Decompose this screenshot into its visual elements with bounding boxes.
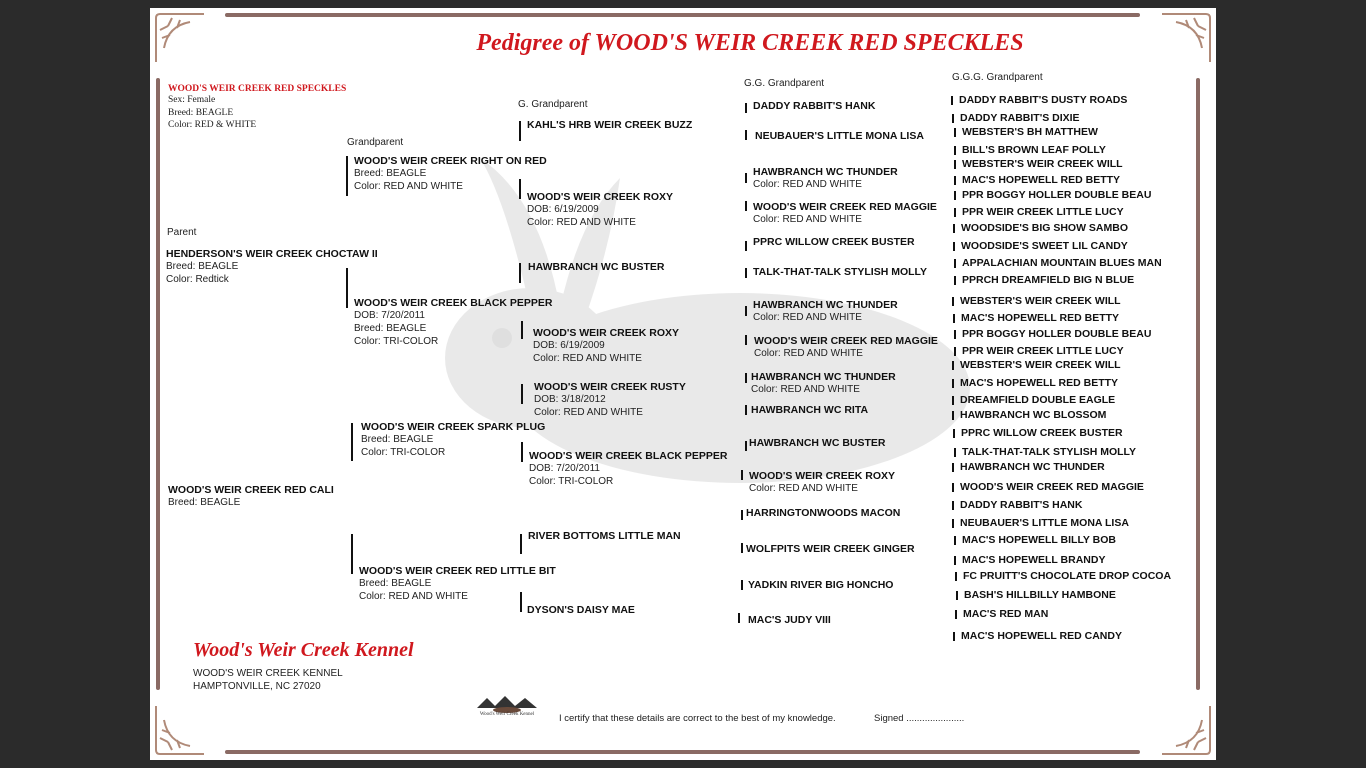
connector [953,632,955,641]
ggg-grandparent-name: MAC'S HOPEWELL BILLY BOB [962,534,1116,546]
connector [955,572,957,581]
gg-grandparent-name: WOLFPITS WEIR CREEK GINGER [746,543,915,555]
gg-grandparent-detail: Color: RED AND WHITE [754,348,863,359]
corner-ornament-icon [150,700,210,760]
connector [952,411,954,420]
connector [521,384,523,404]
connector [745,241,747,251]
ggg-grandparent-name: APPALACHIAN MOUNTAIN BLUES MAN [962,257,1162,269]
grandparent-name: WOOD'S WEIR CREEK RIGHT ON RED [354,155,547,167]
connector [954,128,956,137]
connector [954,160,956,169]
ggg-grandparent-name: TALK-THAT-TALK STYLISH MOLLY [962,446,1137,458]
connector [346,156,348,196]
page-title: Pedigree of WOOD'S WEIR CREEK RED SPECKLES [476,30,1024,56]
grandparent-name: WOOD'S WEIR CREEK BLACK PEPPER [354,297,553,309]
gg-grandparent-name: NEUBAUER'S LITTLE MONA LISA [755,130,924,142]
ggg-grandparent-name: DREAMFIELD DOUBLE EAGLE [960,394,1116,406]
ggg-grandparent-name: NEUBAUER'S LITTLE MONA LISA [960,517,1129,529]
ggg-grandparent-name: PPR WEIR CREEK LITTLE LUCY [962,206,1124,218]
grandparent-detail: Color: TRI-COLOR [354,336,439,347]
gg-grandparent-entry [753,100,875,112]
connector [738,613,740,623]
gg-grandparent-name: WOOD'S WEIR CREEK RED MAGGIE [754,335,938,347]
ggg-grandparent-name: WEBSTER'S WEIR CREEK WILL [960,295,1121,307]
connector [952,297,954,306]
g-grandparent-detail: Color: TRI-COLOR [529,476,614,487]
gg-grandparent-detail: Color: RED AND WHITE [751,384,860,395]
connector [745,306,747,316]
ggg-grandparent-name: PPRC WILLOW CREEK BUSTER [961,427,1123,439]
g-grandparent-detail: DOB: 6/19/2009 [533,340,605,351]
connector [952,114,954,123]
subject-block [168,84,346,132]
g-grandparent-name: WOOD'S WEIR CREEK ROXY [527,191,674,203]
grandparent-detail: Color: RED AND WHITE [359,591,468,602]
gg-grandparent-entry [751,371,896,396]
gg-grandparent-entry [748,579,893,591]
connector [741,510,743,520]
connector [953,429,955,438]
connector [519,121,521,141]
ggg-grandparent-name: FC PRUITT'S CHOCOLATE DROP COCOA [963,570,1172,582]
kennel-logo-icon [475,694,539,724]
g-grandparent-name: WOOD'S WEIR CREEK BLACK PEPPER [529,450,728,462]
gg-grandparent-entry [749,437,886,449]
grandparent-detail: Breed: BEAGLE [361,434,434,445]
g-grandparent-detail: DOB: 6/19/2009 [527,204,599,215]
connector [745,103,747,113]
grandparent-entry [354,155,547,193]
g-grandparent-name: DYSON'S DAISY MAE [527,604,635,616]
connector [521,321,523,339]
grandparent-detail: Breed: BEAGLE [359,578,432,589]
connector [745,335,747,345]
subject-name: WOOD'S WEIR CREEK RED SPECKLES [168,84,347,94]
grandparent-entry [361,421,545,459]
grandparent-detail: Color: TRI-COLOR [361,447,446,458]
ggg-grandparent-name: MAC'S HOPEWELL RED BETTY [961,312,1120,324]
ggg-grandparent-name: DADDY RABBIT'S DUSTY ROADS [959,94,1128,106]
gg-grandparent-detail: Color: RED AND WHITE [753,214,862,225]
ggg-grandparent-name: BILL'S BROWN LEAF POLLY [962,144,1106,156]
connector [954,208,956,217]
connector [741,470,743,480]
gg-grandparent-name: HAWBRANCH WC THUNDER [753,299,898,311]
gg-grandparent-entry [746,507,900,519]
ggg-grandparent-name: PPR WEIR CREEK LITTLE LUCY [962,345,1124,357]
header-parent: Parent [167,227,197,238]
connector [954,259,956,268]
gg-grandparent-name: HAWBRANCH WC BUSTER [749,437,886,449]
gg-grandparent-name: HAWBRANCH WC THUNDER [753,166,898,178]
gg-grandparent-name: PPRC WILLOW CREEK BUSTER [753,236,915,248]
connector [954,176,956,185]
connector [953,314,955,323]
grandparent-detail: DOB: 7/20/2011 [354,310,425,321]
gg-grandparent-name: HARRINGTONWOODS MACON [746,507,901,519]
g-grandparent-name: HAWBRANCH WC BUSTER [528,261,665,273]
connector [952,396,954,405]
gg-grandparent-detail: Color: RED AND WHITE [749,483,858,494]
ggg-grandparent-name: MAC'S HOPEWELL BRANDY [962,554,1106,566]
gg-grandparent-name: WOOD'S WEIR CREEK ROXY [749,470,896,482]
connector [953,224,955,233]
ggg-grandparent-name: HAWBRANCH WC THUNDER [960,461,1105,473]
frame-top [225,13,1140,17]
connector [519,179,521,199]
grandparent-name: WOOD'S WEIR CREEK RED LITTLE BIT [359,565,556,577]
ggg-grandparent-name: WEBSTER'S WEIR CREEK WILL [962,158,1123,170]
g-grandparent-entry [534,381,686,419]
parent-detail: Color: Redtick [166,274,229,285]
ggg-grandparent-name: MAC'S HOPEWELL RED BETTY [960,377,1119,389]
ggg-grandparent-name: WEBSTER'S WEIR CREEK WILL [960,359,1121,371]
kennel-address-line: WOOD'S WEIR CREEK KENNEL [193,668,343,679]
connector [745,405,747,415]
connector [954,330,956,339]
gg-grandparent-entry [748,614,831,626]
kennel-address-line: HAMPTONVILLE, NC 27020 [193,681,321,692]
connector [745,268,747,278]
subject-breed: Breed: BEAGLE [168,107,234,118]
connector [954,536,956,545]
certify-text: I certify that these details are correct to the best of my knowledge. [559,713,836,724]
grandparent-detail: Breed: BEAGLE [354,323,427,334]
connector [745,201,747,211]
connector [953,242,955,251]
connector [745,130,747,140]
ggg-grandparent-name: BASH'S HILLBILLY HAMBONE [964,589,1116,601]
ggg-grandparent-name: WOOD'S WEIR CREEK RED MAGGIE [960,481,1144,493]
frame-right [1196,78,1200,690]
ggg-grandparent-name: WEBSTER'S BH MATTHEW [962,126,1098,138]
connector [520,534,522,554]
g-grandparent-entry [529,450,728,488]
grandparent-detail: Color: RED AND WHITE [354,181,463,192]
gg-grandparent-entry [753,266,927,278]
ggg-grandparent-name: DADDY RABBIT'S HANK [960,499,1083,511]
subject-sex: Sex: Female [168,95,216,105]
connector [741,580,743,590]
g-grandparent-name: KAHL'S HRB WEIR CREEK BUZZ [527,119,693,131]
g-grandparent-entry [527,191,673,229]
ggg-grandparent-name: PPR BOGGY HOLLER DOUBLE BEAU [962,328,1152,340]
connector [954,347,956,356]
g-grandparent-entry [533,327,679,365]
connector [952,361,954,370]
g-grandparent-name: WOOD'S WEIR CREEK ROXY [533,327,680,339]
connector [952,483,954,492]
connector [954,448,956,457]
connector [741,543,743,553]
ggg-grandparent-name: DADDY RABBIT'S DIXIE [960,112,1080,124]
gg-grandparent-entry [753,236,915,248]
parent-name: WOOD'S WEIR CREEK RED CALI [168,484,334,496]
g-grandparent-entry [528,261,665,273]
g-grandparent-detail: Color: RED AND WHITE [527,217,636,228]
corner-ornament-icon [1156,700,1216,760]
ggg-grandparent-name: WOODSIDE'S SWEET LIL CANDY [961,240,1128,252]
connector [952,379,954,388]
header-grandparent: Grandparent [347,137,404,148]
g-grandparent-name: RIVER BOTTOMS LITTLE MAN [528,530,681,542]
grandparent-name: WOOD'S WEIR CREEK SPARK PLUG [361,421,546,433]
connector [955,610,957,619]
connector [745,373,747,383]
gg-grandparent-name: HAWBRANCH WC RITA [751,404,869,416]
ggg-grandparent-name: PPR BOGGY HOLLER DOUBLE BEAU [962,189,1152,201]
pedigree-document [150,8,1216,760]
g-grandparent-detail: Color: RED AND WHITE [533,353,642,364]
frame-left [156,78,160,690]
gg-grandparent-entry [746,543,915,555]
connector [520,592,522,612]
ggg-grandparent-name: MAC'S HOPEWELL RED CANDY [961,630,1122,642]
frame-bottom [225,750,1140,754]
gg-grandparent-entry [755,130,924,142]
gg-grandparent-detail: Color: RED AND WHITE [753,179,862,190]
gg-grandparent-name: DADDY RABBIT'S HANK [753,100,876,112]
gg-grandparent-name: MAC'S JUDY VIII [748,614,831,626]
connector [521,442,523,462]
gg-grandparent-entry [753,299,898,324]
corner-ornament-icon [1156,8,1216,68]
ggg-grandparent-name: HAWBRANCH WC BLOSSOM [960,409,1107,421]
gg-grandparent-name: WOOD'S WEIR CREEK RED MAGGIE [753,201,937,213]
g-grandparent-entry [527,604,635,616]
parent-dam [168,484,334,509]
ggg-grandparent-name: MAC'S HOPEWELL RED BETTY [962,174,1121,186]
logo-caption: Wood's Weir Creek Kennel [479,712,535,717]
gg-grandparent-entry [753,201,937,226]
g-grandparent-detail: DOB: 7/20/2011 [529,463,600,474]
connector [952,501,954,510]
ggg-grandparent-name: WOODSIDE'S BIG SHOW SAMBO [961,222,1129,234]
connector [954,146,956,155]
connector [745,173,747,183]
connector [519,263,521,283]
gg-grandparent-name: HAWBRANCH WC THUNDER [751,371,896,383]
connector [954,191,956,200]
gg-grandparent-detail: Color: RED AND WHITE [753,312,862,323]
grandparent-entry [359,565,556,603]
connector [745,441,747,451]
gg-grandparent-entry [749,470,895,495]
connector [351,423,353,461]
header-g-grandparent: G. Grandparent [518,99,588,110]
signature-line: Signed ...................... [874,713,965,724]
connector [951,96,953,105]
grandparent-detail: Breed: BEAGLE [354,168,427,179]
parent-detail: Breed: BEAGLE [168,497,241,508]
g-grandparent-detail: Color: RED AND WHITE [534,407,643,418]
parent-detail: Breed: BEAGLE [166,261,239,272]
corner-ornament-icon [150,8,210,68]
connector [954,556,956,565]
gg-grandparent-entry [751,404,868,416]
gg-grandparent-name: YADKIN RIVER BIG HONCHO [748,579,894,591]
g-grandparent-detail: DOB: 3/18/2012 [534,394,606,405]
header-ggg-grandparent: G.G.G. Grandparent [952,72,1043,83]
gg-grandparent-entry [753,166,898,191]
g-grandparent-entry [527,119,692,131]
g-grandparent-entry [528,530,681,542]
connector [954,276,956,285]
gg-grandparent-name: TALK-THAT-TALK STYLISH MOLLY [753,266,928,278]
gg-grandparent-entry [754,335,938,360]
header-gg-grandparent: G.G. Grandparent [744,78,825,89]
connector [351,534,353,574]
parent-name: HENDERSON'S WEIR CREEK CHOCTAW II [166,248,378,260]
connector [952,519,954,528]
connector [952,463,954,472]
ggg-grandparent-name: MAC'S RED MAN [963,608,1049,620]
g-grandparent-name: WOOD'S WEIR CREEK RUSTY [534,381,686,393]
subject-color: Color: RED & WHITE [168,120,257,130]
ggg-grandparent-name: PPRCH DREAMFIELD BIG N BLUE [962,274,1135,286]
kennel-name: Wood's Weir Creek Kennel [193,639,414,661]
connector [956,591,958,600]
connector [346,268,348,308]
